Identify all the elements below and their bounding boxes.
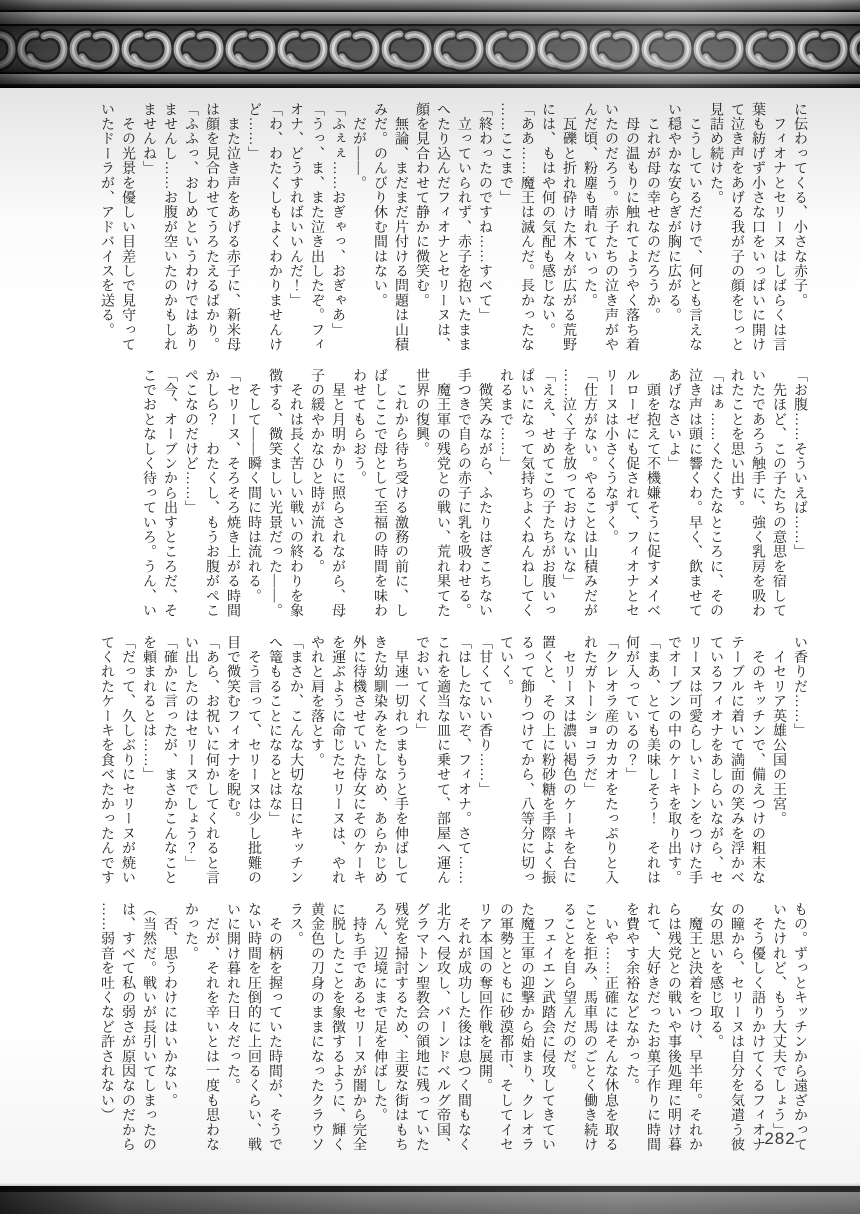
text-line: 「終わったのですね……すべて」: [477, 102, 492, 323]
text-line: に伝わってくる、小さな赤子。: [792, 102, 807, 308]
text-line: れたガトーショコラだ」: [582, 635, 597, 797]
text-line: へ篭もることになるとはな」: [267, 635, 282, 827]
text-line: 魔王軍の残党との戦い、荒れ果てた: [435, 368, 450, 618]
text-line: い香りだ……」: [792, 635, 807, 738]
text-line: その光景を優しい目差しで見守って: [120, 102, 135, 352]
text-line: だが――。: [351, 102, 366, 191]
text-line: 早速一切れつまもうと手を伸ばして: [393, 635, 408, 885]
text-line: やれと肩を落とす。: [309, 635, 324, 768]
text-line: （当然だ。戦いが長引いてしまったの: [141, 902, 156, 1152]
text-line: 北方へ侵攻し、バーンドベルグ帝国、: [435, 902, 450, 1152]
text-line: 「お腹……そういえば……」: [792, 368, 807, 560]
text-line: いたドーラが、アドバイスを送る。: [99, 102, 114, 338]
text-line: 女の思いを感じ取る。: [708, 902, 723, 1049]
text-line: わせてもらおう。: [351, 368, 366, 486]
text-line: フェイエン武踏会に侵攻してきてい: [540, 902, 555, 1152]
text-line: ばしここで母として至福の時間を味わ: [372, 368, 387, 618]
text-line: 泣き声は頭に響くわ。早く、飲ませて: [687, 368, 702, 618]
text-line: また泣き声をあげる赤子に、新米母: [225, 102, 240, 352]
text-line: ていく。: [498, 635, 513, 694]
text-line: 「甘くていい香り……」: [477, 635, 492, 797]
text-line: い出したのはセリーヌでしょう？」: [183, 635, 198, 871]
text-line: ろん、辺境にまで足を伸ばした。: [372, 902, 387, 1123]
text-line: いたけれど、もう大丈夫でしょう」: [771, 902, 786, 1138]
text-line: 立っていられず、赤子を抱いたまま: [456, 102, 471, 352]
text-line: ぱいになって気持ちよくねんねしてく: [519, 368, 534, 618]
text-line: 頭を抱えて不機嫌そうに促すメイベ: [645, 368, 660, 618]
text-line: いたのだろう。赤子たちの泣き声がや: [603, 102, 618, 352]
text-line: 「クレオラ産のカカオをたっぷりと入: [603, 635, 618, 885]
text-line: リア本国の奪回作戦を展開。: [477, 902, 492, 1094]
text-line: その柄を握っていた時間が、そうで: [267, 902, 282, 1152]
text-line: へたり込んだフィオナとセリーヌは、: [435, 102, 450, 352]
text-line: 葉も紡げず小さな口をいっぱいに開け: [750, 102, 765, 352]
text-line: 世界の復興。: [414, 368, 429, 457]
text-line: れるまで……」: [498, 368, 513, 471]
text-line: 魔王と決着をつけ、早半年。それか: [687, 902, 702, 1152]
text-line: でオーブンの中のケーキを取り出す。: [666, 635, 681, 885]
text-line: を頼まれるとは……」: [141, 635, 156, 782]
text-line: そして――瞬く間に時は流れる。: [246, 368, 261, 604]
text-line: 外に待機させていた侍女にそのケーキ: [351, 635, 366, 885]
text-line: ルローゼにも促されて、フィオナとセ: [624, 368, 639, 618]
text-line: ど……」: [246, 102, 261, 161]
text-line: 「確かに言ったが、まさかこんなこと: [162, 635, 177, 885]
text-line: に脱したことを象徴するように、輝く: [330, 902, 345, 1152]
text-line: 顔を見合わせて静かに微笑む。: [414, 102, 429, 308]
text-line: てくれたケーキを食べたかったんです: [99, 635, 114, 885]
text-line: ませんね」: [141, 102, 156, 176]
text-line: た魔王軍の迎撃から始まり、クレオラ: [519, 902, 534, 1152]
text-line: 「まあ、とても美味しそう！ それは: [645, 635, 660, 885]
text-line: セリーヌは濃い褐色のケーキを台に: [561, 635, 576, 885]
text-line: 「あら、お祝いに何かしてくれると言: [204, 635, 219, 885]
text-line: かしら？ わたくし、もうお腹がぺこ: [204, 368, 219, 618]
text-line: は顔を見合わせてうろたえるばかり。: [204, 102, 219, 352]
text-line: 「仕方がない。やることは山積みだが: [582, 368, 597, 618]
text-line: 見詰め続けた。: [708, 102, 723, 205]
text-line: 星と月明かりに照らされながら、母: [330, 368, 345, 618]
text-line: 「まさか、こんな大切な日にキッチン: [288, 635, 303, 885]
text-line: の瞳から、セリーヌは自分を気遣う彼: [729, 902, 744, 1152]
text-line: 子の緩やかなひと時が流れる。: [309, 368, 324, 574]
text-line: 「ええ、せめてこの子たちがお腹いっ: [540, 368, 555, 618]
text-line: あげなさいよ」: [666, 368, 681, 471]
text-line: 「うっ、ま、また泣き出したぞ。フィ: [309, 102, 324, 352]
bottom-border-bar: [0, 1192, 860, 1214]
text-line: テーブルに着いて満面の笑みを浮かべ: [729, 635, 744, 885]
text-line: 先ほど、この子たちの意思を宿して: [771, 368, 786, 618]
text-line: でおいてくれ」: [414, 635, 429, 738]
top-border-edge: [0, 0, 860, 10]
text-line: 「わ、わたくしもよくわかりませんけ: [267, 102, 282, 352]
text-line: ない時間を圧倒的に上回るくらい、戦: [246, 902, 261, 1152]
text-line: いや……正確にはそんな休息を取る: [603, 902, 618, 1152]
text-band-1: [92, 102, 810, 354]
text-line: 「今、オーブンから出すところだ、そ: [162, 368, 177, 618]
text-line: ……弱音を吐くなど許されない）: [99, 902, 114, 1123]
text-line: れたことを思い出す。: [729, 368, 744, 515]
text-line: 否、思うわけにはいかない。: [162, 902, 177, 1108]
text-line: フィオナとセリーヌはしばらくは言: [771, 102, 786, 352]
page-number: 282: [764, 1129, 796, 1148]
text-line: ……ここまで」: [498, 102, 513, 205]
text-line: 残党を掃討するため、主要な街はもち: [393, 902, 408, 1152]
top-border-rail: [0, 12, 860, 24]
text-line: そう優しく語りかけてくるフィオナ: [750, 902, 765, 1152]
bottom-border: [0, 1183, 860, 1214]
text-line: リーヌは小さくうなずく。: [603, 368, 618, 545]
text-line: 「だって、久しぶりにセリーヌが焼い: [120, 635, 135, 885]
text-line: い穏やかな安らぎが胸に広がる。: [666, 102, 681, 323]
text-line: を費やす余裕などなかった。: [624, 902, 639, 1094]
text-line: グラマトン聖教会の領地に残っていた: [414, 902, 429, 1152]
text-line: 目で微笑むフィオナを睨む。: [225, 635, 240, 827]
text-band-4: [92, 902, 810, 1154]
celtic-knot-pattern-icon: [0, 26, 860, 72]
text-line: には、もはや何の気配も感じない。: [540, 102, 555, 338]
text-line: は、すべて私の弱さが原因なのだから: [120, 902, 135, 1152]
text-line: 微笑みながら、ふたりはぎこちない: [477, 368, 492, 618]
text-line: 持ち手であるセリーヌが闇から完全: [351, 902, 366, 1152]
text-line: て泣き声をあげる我が子の顔をじっと: [729, 102, 744, 352]
text-line: 「はしたないぞ、フィオナ。さて……: [456, 635, 471, 885]
text-line: もの。ずっとキッチンから遠ざかって: [792, 902, 807, 1152]
text-line: ることを自ら望んだのだ。: [561, 902, 576, 1079]
text-line: いに開け暮れた日々だった。: [225, 902, 240, 1094]
top-border-rail: [0, 74, 860, 84]
text-line: そのキッチンで、備えつけの粗末な: [750, 635, 765, 885]
text-line: 「はぁ……くたくたなところに、その: [708, 368, 723, 618]
text-line: それが成功した後は息つく間もなく: [456, 902, 471, 1152]
text-band-2: [92, 368, 810, 620]
text-line: これから待ち受ける激務の前に、し: [393, 368, 408, 618]
text-line: かった。: [183, 902, 198, 961]
text-line: 置くと、その上に粉砂糖を手際よく振: [540, 635, 555, 885]
text-line: そう言って、セリーヌは少し批難の: [246, 635, 261, 885]
text-line: だが、それを辛いとは一度も思わな: [204, 902, 219, 1152]
text-line: れて、大好きだったお菓子作りに時間: [645, 902, 660, 1152]
text-line: の軍勢とともに砂漠都市、そしてイセ: [498, 902, 513, 1152]
text-line: を運ぶように命じたセリーヌは、やれ: [330, 635, 345, 885]
text-line: オナ、どうすればいいんだ！」: [288, 102, 303, 308]
text-line: イセリア英雄公国の王宮。: [771, 635, 786, 827]
text-line: 無論、まだまだ片付ける問題は山積: [393, 102, 408, 352]
text-line: みだ。のんびり休む間はない。: [372, 102, 387, 308]
text-line: ませんし……お腹が空いたのかもしれ: [162, 102, 177, 352]
top-border: [0, 0, 860, 88]
text-line: こうしているだけで、何とも言えな: [687, 102, 702, 352]
text-line: 徴する、微笑ましい光景だった――。: [267, 368, 282, 618]
text-line: ぺこなのだけど……」: [183, 368, 198, 515]
text-line: んだ頃、粉塵も晴れていった。: [582, 102, 597, 308]
text-line: ラス。: [288, 902, 303, 947]
text-line: これが母の幸せなのだろうか。: [645, 102, 660, 323]
text-line: 手つきで自らの赤子に乳を吸わせる。: [456, 368, 471, 618]
text-line: 「ふふっ、おしめというわけではあり: [183, 102, 198, 352]
text-band-3: [92, 635, 810, 887]
text-line: ことを拒み、馬車馬のごとく働き続け: [582, 902, 597, 1152]
text-line: それは長く苦しい戦いの終わりを象: [288, 368, 303, 618]
text-line: 何が入っているの？」: [624, 635, 639, 782]
text-line: いたであろう触手に、強く乳房を吸わ: [750, 368, 765, 618]
text-line: リーヌは可愛らしいミトンをつけた手: [687, 635, 702, 885]
text-line: るって飾りつけてから、八等分に切っ: [519, 635, 534, 885]
text-line: こでおとなしく待っていろ。うん、い: [141, 368, 156, 618]
text-line: ているフィオナをあしらいながら、セ: [708, 635, 723, 885]
text-line: 「セリーヌ、そろそろ焼き上がる時間: [225, 368, 240, 618]
text-line: 黄金色の刀身のままになったクラウソ: [309, 902, 324, 1152]
text-line: らは残党との戦いや事後処理に明け暮: [666, 902, 681, 1152]
text-line: きた幼馴染みをたしなめ、あらかじめ: [372, 635, 387, 885]
text-line: ……泣く子を放っておけないな」: [561, 368, 576, 589]
page-body: [0, 88, 860, 1183]
text-line: 母の温もりに触れてようやく落ち着: [624, 102, 639, 352]
text-line: 「ふぇぇ……おぎゃっ、おぎゃあ」: [330, 102, 345, 338]
text-line: 「ああ……魔王は滅んだ。長かったな: [519, 102, 534, 352]
text-line: 瓦礫と折れ砕けた木々が広がる荒野: [561, 102, 576, 352]
text-line: これを適当な皿に乗せて、部屋へ運ん: [435, 635, 450, 885]
